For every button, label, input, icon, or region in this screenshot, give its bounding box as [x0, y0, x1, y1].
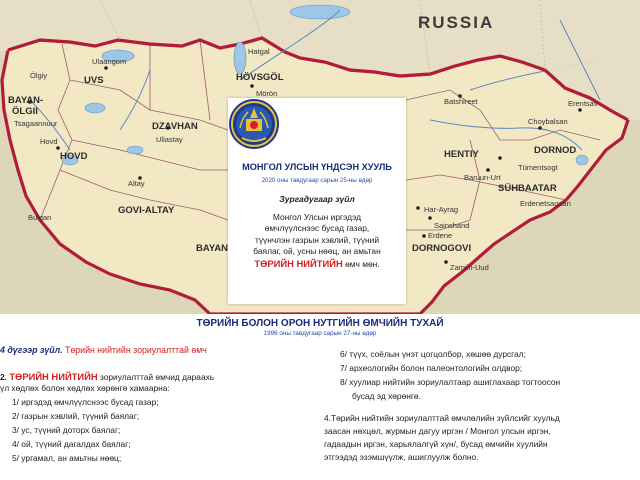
label-bulgan: Bulgan [28, 213, 52, 222]
constitution-card [228, 98, 406, 304]
body-line: баялаг, ой, усны нөөц, ан амьтан [253, 246, 381, 257]
paragraph-4-line: заасан нөхцөл, журмын дагуу иргэн / Монгол улсын иргэн, [324, 426, 551, 436]
lake-khar [127, 146, 143, 154]
label-moron: Mörön [256, 89, 278, 98]
law-title: ТӨРИЙН БОЛОН ОРОН НУТГИЙН ӨМЧИЙН ТУХАЙ [196, 318, 444, 329]
law-date: 1996 оны тавдугаар сарын 27-ны өдөр [263, 330, 377, 337]
label-dornogovi: DORNOGOVI [412, 243, 472, 254]
right-item: 7/ археологийн болон палеонтологийн олдвор; [340, 363, 523, 373]
label-altay: Altay [128, 179, 145, 188]
constitution-article: Зургадугаар зүйл [279, 194, 355, 204]
label-govi-altay: GOVI-ALTAY [118, 205, 175, 216]
label-sukhbaatar: SÜHBAATAR [498, 183, 557, 194]
law-excerpt [0, 314, 640, 480]
paragraph-4-line: гадаадын иргэн, харьялалгүй хүн/, бусад өмчийн хуулийн [324, 439, 548, 449]
label-tumentsogt: Tümentsogt [518, 163, 558, 172]
label-dornod: DORNOD [534, 145, 577, 156]
right-item: 6/ түүх, соёлын үнэт цогцолбор, хөшөө дурсгал; [340, 349, 526, 359]
label-bayan-olgii-2: ÖLGII [12, 106, 38, 117]
left-item: 2/ газрын хэвлий, түүний баялаг; [12, 411, 140, 421]
label-hovd-city: Hovd [40, 137, 58, 146]
constitution-date: 2020 оны тавдугаар сарын 25-ны өдөр [261, 177, 373, 184]
label-russia: RUSSIA [418, 13, 495, 32]
paragraph-2-line-2: үл хөдлөх болон хөдлөх хөрөнгө хамаарна: [0, 383, 170, 393]
label-erentsav: Erentsav [568, 99, 598, 108]
paragraph-4-line: 4.Төрийн нийтийн зориулалттай өмчлөлийн зүйлсийг хуульд [324, 413, 560, 423]
label-uliastay: Uliastay [156, 135, 183, 144]
lake-khyargas [85, 103, 105, 113]
paragraph-2-line-1 [0, 372, 214, 381]
label-hatgal: Hatgal [248, 47, 270, 56]
paragraph-4-line: этгээдэд эзэмшүүлж, ашиглуулж болно. [324, 452, 479, 462]
label-olgiy: Ölgiy [30, 71, 48, 80]
article-heading [0, 346, 207, 355]
label-choibalsan: Choybalsan [528, 117, 568, 126]
label-hovd: HOVD [60, 151, 88, 162]
constitution-body [238, 212, 396, 270]
body-line: Монгол Улсын иргэдэд [272, 212, 362, 222]
lake-buir [576, 155, 588, 165]
label-har-ayrag: Har-Ayrag [424, 205, 459, 214]
p2-highlight: ТӨРИЙН НИЙТИЙН [9, 371, 98, 382]
mongolia-emblem-icon [228, 98, 280, 150]
body-line: өмчлүүлснээс бусад газар, [264, 223, 370, 234]
label-erdenetsagaan: Erdenetsagaan [520, 199, 571, 208]
p2-number: 2. [0, 372, 10, 382]
city-dot-erdene [422, 234, 426, 238]
body-line: түүнчлэн газрын хэвлий, түүний [254, 234, 380, 245]
right-item: 8/ хуулиар нийтийн зориулалтаар ашиглахаар тогтоосон [340, 377, 561, 387]
left-item: 1/ иргэдэд өмчлүүлснээс бусад газар; [12, 397, 159, 407]
city-dot-har-ayrag [416, 206, 420, 210]
label-ulaangom: Ulaangom [92, 57, 127, 66]
left-item: 5/ ургамал, ан амьтны нөөц; [12, 453, 122, 463]
label-dzavhan: DZAVHAN [152, 121, 198, 132]
city-dot-choibalsan [538, 126, 542, 130]
label-bayan: BAYAN [196, 243, 229, 254]
city-dot-sainshand [428, 216, 432, 220]
city-dot-zamiin-uud [444, 260, 448, 264]
article-title: Төрийн нийтийн зориулалттай өмч [62, 345, 207, 355]
label-tsagaannuur: Tsagaannuur [14, 119, 58, 128]
right-item: бусад эд хөрөнгө. [352, 391, 421, 401]
label-zamiin-uud: Zamiin-Uud [450, 263, 489, 272]
label-bayan-olgii-1: BAYAN- [8, 95, 44, 106]
city-dot-moron [250, 84, 254, 88]
label-erdene: Erdene [428, 231, 453, 240]
body-highlight: ТӨРИЙН НИЙТИЙН [254, 257, 343, 269]
city-dot-tumentsogt [498, 156, 502, 160]
label-batshireet: Batshireet [444, 97, 478, 106]
city-dot-hovd [56, 146, 60, 150]
city-dot-baruun-urt [486, 168, 490, 172]
label-uvs: UVS [84, 75, 104, 86]
city-dot-erentsav [578, 108, 582, 112]
left-item: 4/ ой, түүний дагалдах баялаг; [12, 439, 131, 449]
label-baruun-urt: Baruun-Urt [464, 173, 501, 182]
label-hovsgol: HÖVSGÖL [236, 72, 284, 83]
label-hentiy: HENTIY [444, 149, 479, 160]
article-prefix: 4 дүгээр зүйл. [0, 345, 63, 355]
left-item: 3/ ус, түүний доторх баялаг; [12, 425, 121, 435]
constitution-title: МОНГОЛ УЛСЫН ҮНДСЭН ХУУЛЬ [242, 162, 392, 172]
label-sainshand: Sainshand [434, 221, 470, 230]
body-tail: өмч мөн. [342, 258, 380, 269]
city-dot-ulaangom [104, 66, 108, 70]
body-line-last [238, 258, 396, 270]
p2-rest: зориулалттай өмчид дараахь [97, 372, 215, 382]
